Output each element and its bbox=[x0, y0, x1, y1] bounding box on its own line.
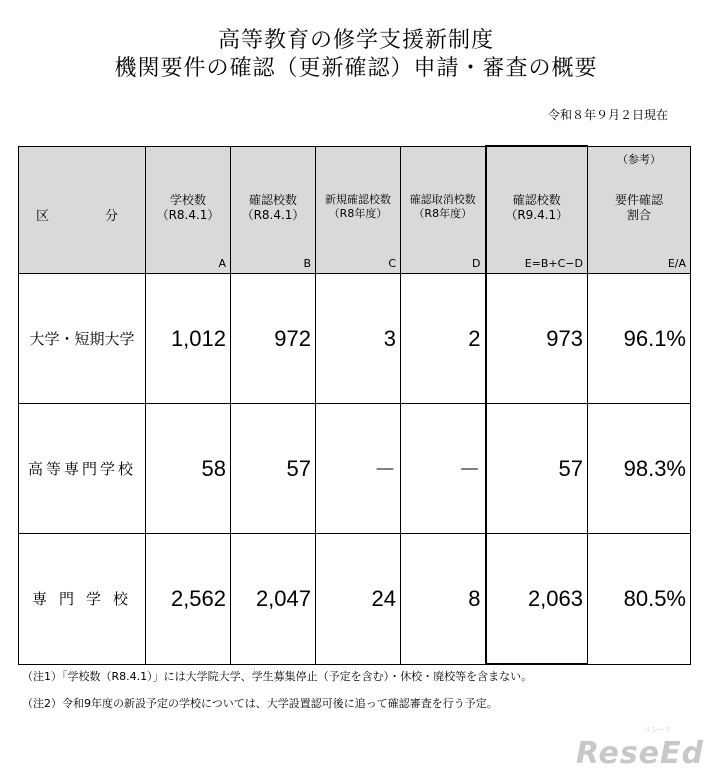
header-letter: C bbox=[388, 257, 396, 270]
cell-value: － bbox=[401, 404, 486, 534]
header-sub: （R8年度） bbox=[328, 206, 388, 220]
table-header-row bbox=[19, 146, 691, 274]
header-letter: A bbox=[218, 257, 226, 270]
cell-value: 58 bbox=[146, 404, 231, 534]
header-new-confirmed bbox=[316, 146, 401, 274]
cell-value: 98.3% bbox=[588, 404, 691, 534]
page-title-line2: 機関要件の確認（更新確認）申請・審査の概要 bbox=[114, 56, 598, 81]
header-sub: （R8.4.1） bbox=[241, 207, 305, 222]
resemom-logo: ReseEd bbox=[575, 736, 704, 771]
cell-value: 2 bbox=[401, 274, 486, 404]
header-sub: （R8.4.1） bbox=[156, 207, 220, 222]
header-ratio bbox=[588, 146, 691, 274]
cell-value: 972 bbox=[231, 274, 316, 404]
cell-value: 24 bbox=[316, 534, 401, 665]
header-confirmed-count bbox=[231, 146, 316, 274]
cell-value: 2,047 bbox=[231, 534, 316, 665]
row-label-vocational-school: 専門学校 bbox=[19, 534, 146, 665]
row-label-university: 大学・短期大学 bbox=[19, 274, 146, 404]
header-category-label: 区 分 bbox=[35, 208, 128, 224]
header-label: 確認校数 bbox=[512, 193, 561, 207]
footnote-1: （注1）「学校数（R8.4.1）」には大学院大学、学生募集停止（予定を含む）・休校・廃校等を含まない。 bbox=[22, 670, 533, 683]
cell-value: 57 bbox=[486, 404, 588, 534]
header-label: 確認校数 bbox=[248, 192, 297, 207]
logo-reading: リシード bbox=[644, 726, 672, 734]
cell-value: 973 bbox=[486, 274, 588, 404]
header-label: 要件確認 bbox=[614, 192, 663, 207]
cell-value: 57 bbox=[231, 404, 316, 534]
cell-value: 8 bbox=[401, 534, 486, 665]
header-letter: E/A bbox=[667, 257, 686, 270]
header-label: 新規確認校数 bbox=[325, 192, 391, 206]
footnote-2: （注2）令和9年度の新設予定の学校については、大学設置認可後に追って確認審査を行う予定。 bbox=[22, 697, 498, 710]
header-letter: E=B+C−D bbox=[524, 257, 583, 270]
summary-table bbox=[18, 145, 691, 665]
as-of-date: 令和８年９月２日現在 bbox=[547, 108, 668, 122]
page-title-line1: 高等教育の修学支援新制度 bbox=[217, 28, 494, 53]
header-confirmed-next bbox=[486, 146, 588, 274]
table-row bbox=[19, 274, 691, 404]
table-row bbox=[19, 404, 691, 534]
header-revoked bbox=[401, 146, 486, 274]
cell-value: 1,012 bbox=[146, 274, 231, 404]
header-letter: B bbox=[303, 257, 311, 270]
header-school-count bbox=[146, 146, 231, 274]
header-sub: （R8年度） bbox=[413, 206, 473, 220]
cell-value: 3 bbox=[316, 274, 401, 404]
cell-value: － bbox=[316, 404, 401, 534]
header-label: 学校数 bbox=[169, 192, 206, 207]
cell-value: 80.5% bbox=[588, 534, 691, 665]
cell-value: 96.1% bbox=[588, 274, 691, 404]
header-sub: （R9.4.1） bbox=[505, 208, 569, 222]
header-reference-note: （参考） bbox=[617, 152, 661, 166]
header-label: 確認取消校数 bbox=[409, 192, 476, 206]
header-letter: D bbox=[472, 257, 481, 270]
header-category bbox=[19, 146, 146, 274]
header-sub: 割合 bbox=[626, 207, 651, 222]
table-row bbox=[19, 534, 691, 665]
row-label-technical-college: 高等専門学校 bbox=[19, 404, 146, 534]
cell-value: 2,063 bbox=[486, 534, 588, 665]
cell-value: 2,562 bbox=[146, 534, 231, 665]
